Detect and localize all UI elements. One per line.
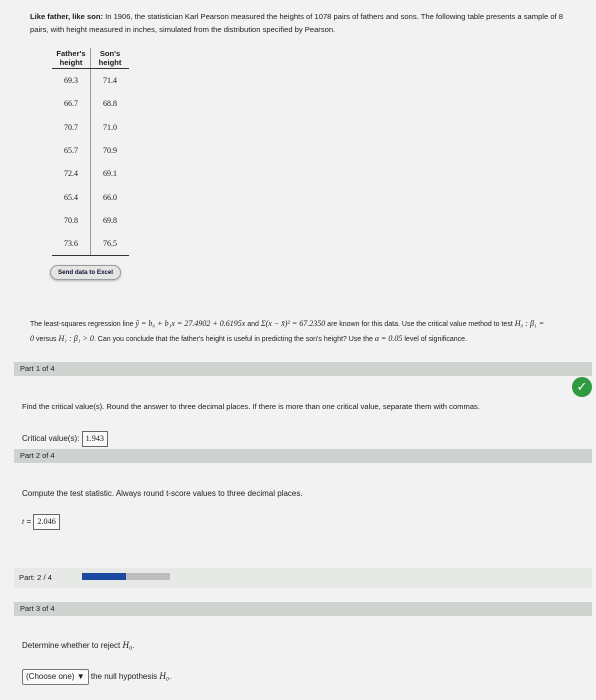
- part-2-instruction: Compute the test statistic. Always round t-score values to three decimal places.: [22, 489, 303, 498]
- dropdown-label: (Choose one): [26, 672, 75, 681]
- intro-lead: Like father, like son:: [30, 12, 104, 21]
- son-height-cell: 66.0: [103, 192, 117, 202]
- part-progress-label: Part: 2 / 4: [19, 573, 52, 582]
- question-text-6: level of significance.: [402, 336, 468, 343]
- null-hypothesis: H₀ : β₁ = 0: [30, 319, 545, 343]
- question-text-4: versus: [34, 336, 59, 343]
- reject-text: Determine whether to reject: [22, 641, 123, 650]
- table-row: [52, 69, 129, 93]
- father-height-cell: 65.7: [52, 139, 91, 162]
- critical-value-label: Critical value(s):: [22, 434, 80, 444]
- son-height-cell: 71.0: [103, 122, 117, 132]
- son-height-cell: 70.9: [103, 146, 117, 156]
- send-to-excel-button[interactable]: Send data to Excel: [50, 265, 121, 280]
- father-height-cell: 72.4: [52, 162, 91, 185]
- critical-value-row: [22, 431, 108, 447]
- table-row: [52, 92, 129, 115]
- h0-symbol: H₀: [122, 640, 133, 650]
- reject-dropdown[interactable]: [22, 669, 89, 685]
- father-height-cell: 70.8: [52, 209, 91, 232]
- test-statistic-input[interactable]: 2.046: [33, 514, 59, 530]
- critical-value-input[interactable]: 1.943: [82, 431, 108, 447]
- part-2-header[interactable]: Part 2 of 4: [14, 449, 592, 463]
- problem-intro: [30, 10, 575, 36]
- test-statistic-row: [22, 514, 60, 530]
- regression-question: [30, 317, 550, 347]
- father-height-cell: 65.4: [52, 185, 91, 208]
- question-text-2: and: [245, 321, 261, 328]
- son-height-cell: 68.8: [103, 99, 117, 109]
- regression-equation: ŷ = b₀ + b₁x = 27.4902 + 0.6195x: [135, 319, 246, 328]
- table-row: [52, 232, 129, 256]
- equals-sign: =: [24, 517, 34, 527]
- father-height-cell: 66.7: [52, 92, 91, 115]
- father-height-cell: 70.7: [52, 116, 91, 139]
- part-1-instruction: Find the critical value(s). Round the answer to three decimal places. If there is more than one critical value, separate them with commas.: [22, 402, 480, 411]
- height-table: [52, 48, 129, 256]
- question-text-3: are known for this data. Use the critical value method to test: [325, 321, 515, 328]
- question-text-5: . Can you conclude that the father's height is useful in predicting the son's height? Use the: [93, 336, 375, 343]
- reject-dot: .: [132, 641, 135, 650]
- table-row: [52, 185, 129, 208]
- progress-track: [82, 573, 170, 580]
- part-1-header[interactable]: Part 1 of 4: [14, 362, 592, 376]
- table-row: [52, 209, 129, 232]
- reject-decision-row: [22, 669, 171, 685]
- question-text-1: The least-squares regression line: [30, 321, 136, 328]
- table-row: [52, 162, 129, 185]
- part-3-instruction: [22, 640, 134, 650]
- decision-suffix: the null hypothesis: [88, 672, 160, 681]
- alt-hypothesis: H₁ : β₁ > 0: [58, 334, 94, 343]
- table-row: [52, 139, 129, 162]
- t-variable: t: [22, 517, 25, 527]
- father-height-cell: 69.3: [52, 69, 91, 93]
- alpha-value: α = 0.05: [374, 334, 403, 343]
- father-height-cell: 73.6: [52, 232, 91, 256]
- table-row: [52, 116, 129, 139]
- son-height-cell: 69.1: [103, 169, 117, 179]
- sum-squares-expression: Σ(x − x̄)² = 67.2350: [260, 319, 326, 328]
- son-height-cell: 76.5: [91, 232, 130, 256]
- h0-symbol: H₀: [159, 671, 169, 681]
- son-height-cell: 69.8: [103, 215, 117, 225]
- decision-end: .: [169, 672, 172, 681]
- table-header-father: Father's height: [52, 48, 91, 69]
- son-height-cell: 71.4: [103, 76, 117, 86]
- table-header-son: Son's height: [91, 48, 130, 69]
- progress-fill: [82, 573, 126, 580]
- triangle-down-icon: ▼: [76, 672, 85, 681]
- checkmark-icon: ✓: [572, 377, 592, 397]
- part-3-header[interactable]: Part 3 of 4: [14, 602, 592, 616]
- intro-text: In 1906, the statistician Karl Pearson measured the heights of 1078 pairs of fathers and sons. The following table presents a sample of 8 pairs, with height measured in inches, simulated from the distribution specified by Pearson.: [30, 12, 563, 34]
